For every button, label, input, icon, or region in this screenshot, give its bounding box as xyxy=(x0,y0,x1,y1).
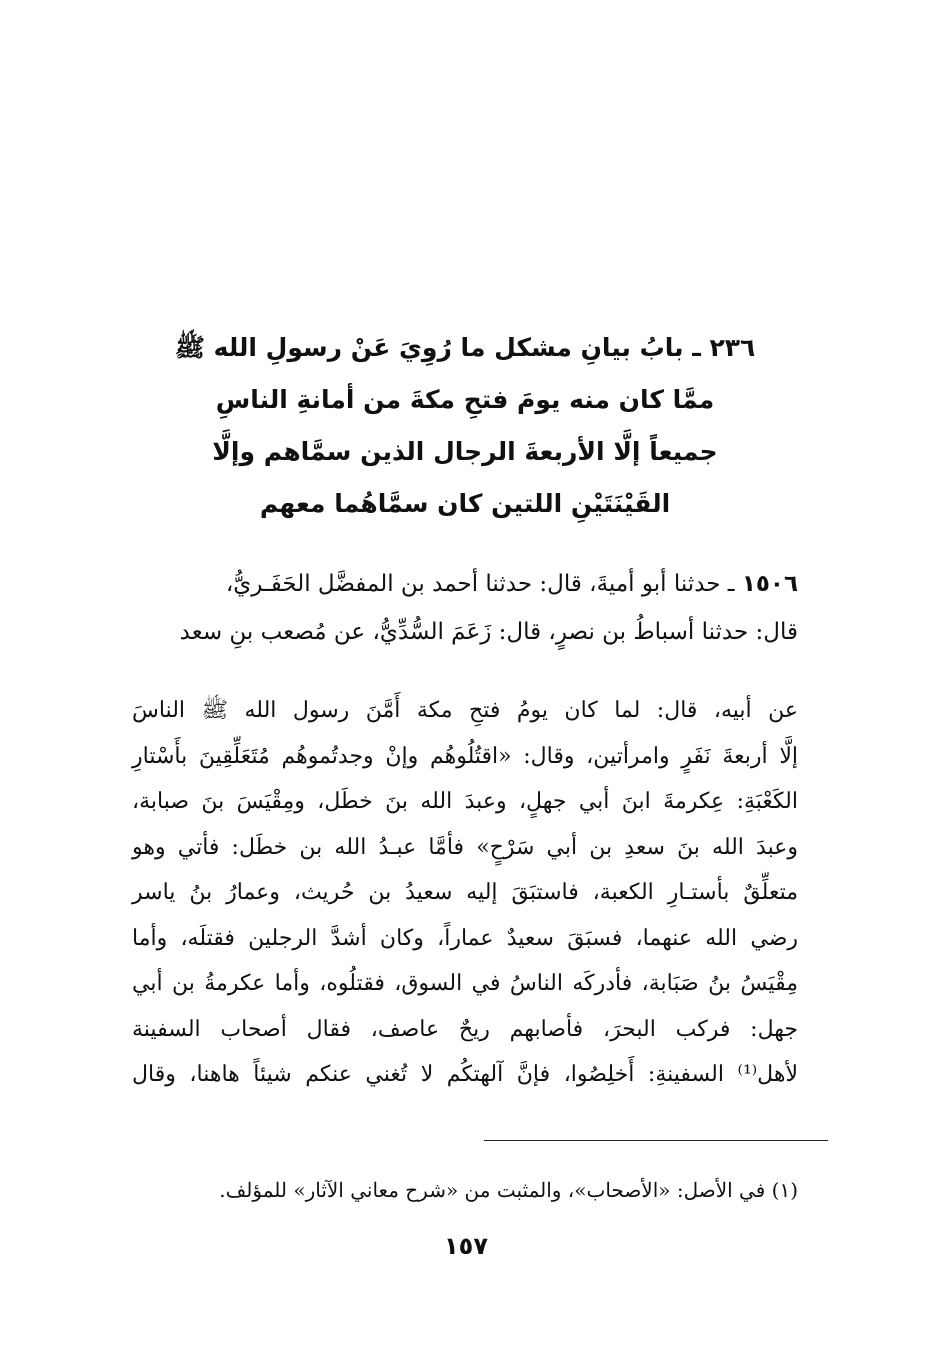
chapter-title-line-2: ممَّا كان منه يومَ فتحِ مكةَ من أمانةِ الناسِ xyxy=(215,385,715,414)
hadith-intro-line-1-text: ـ حدثنا أبو أميةَ، قال: حدثنا أحمد بن المفضَّل الحَفَـريُّ، xyxy=(225,571,742,597)
hadith-matn xyxy=(132,688,798,1098)
chapter-title-line-4: القَيْنَتَيْنِ اللتين كان سمَّاهُما معهم xyxy=(259,489,671,518)
hadith-body-line: متعلِّقٌ بأستـارِ الكعبة، فاستبَقَ إليه سعيدُ بن حُريث، وعمارُ بنُ ياسر xyxy=(132,880,798,905)
hadith-intro-line-1 xyxy=(132,560,798,608)
chapter-heading xyxy=(132,322,798,530)
hadith-body-line: الكَعْبَةِ: عِكرمةَ ابنَ أبي جهلٍ، وعبدَ الله بنَ خطَل، ومِقْيَسَ بنَ صبابة، xyxy=(132,789,798,814)
page-number: ١٥٧ xyxy=(444,1232,488,1260)
footnote-divider xyxy=(484,1140,828,1141)
hadith-body-line: عن أبيه، قال: لما كان يومُ فتحِ مكة أَمَّنَ رسول الله ﷺ الناسَ xyxy=(132,698,798,723)
hadith-body-line: وعبدَ الله بنَ سعدِ بن أبي سَرْحٍ» فأمَّا عبـدُ الله بن خطَل: فأتي وهو xyxy=(132,834,798,860)
hadith-body-line: إلَّا أربعةَ نَفَرٍ وامرأتين، وقال: «اقتُلُوهُم وإنْ وجدتُموهُم مُتَعَلِّقِينَ بأَسْتارِ xyxy=(132,743,798,769)
hadith-number: ١٥٠٦ xyxy=(741,571,798,597)
hadith-intro-line-2: قال: حدثنا أسباطُ بن نصرٍ، قال: زَعَمَ السُّدِّيُّ، عن مُصعب بنِ سعد xyxy=(179,619,798,645)
chapter-title-line-3: جميعاً إلَّا الأربعةَ الرجال الذين سمَّاهم وإلَّا xyxy=(212,437,718,466)
hadith-body-line: جهل: فركب البحرَ، فأصابهم ريحٌ عاصف، فقال أصحاب السفينة xyxy=(132,1016,798,1042)
hadith-body-line: مِقْيَسُ بنُ صَبَابة، فأدركَه الناسُ في السوق، فقتلُوه، وأما عكرمةُ بن أبي xyxy=(132,971,798,996)
hadith-isnad xyxy=(132,560,798,656)
hadith-body-line: لأهل⁽¹⁾ السفينةِ: أَخلِصُوا، فإنَّ آلهتكُم لا تُغني عنكم شيئاً هاهنا، وقال xyxy=(132,1062,798,1087)
hadith-body-line: رضي الله عنهما، فسبَقَ سعيدٌ عماراً، وكان أشدَّ الرجلين فقتلَه، وأما xyxy=(132,925,798,951)
chapter-title-line-1: ٢٣٦ ـ بابُ بيانِ مشكل ما رُوِيَ عَنْ رسولِ الله ﷺ xyxy=(174,333,756,362)
footnote: (١) في الأصل: «الأصحاب»، والمثبت من «شرح معاني الآثار» للمؤلف. xyxy=(219,1178,798,1202)
